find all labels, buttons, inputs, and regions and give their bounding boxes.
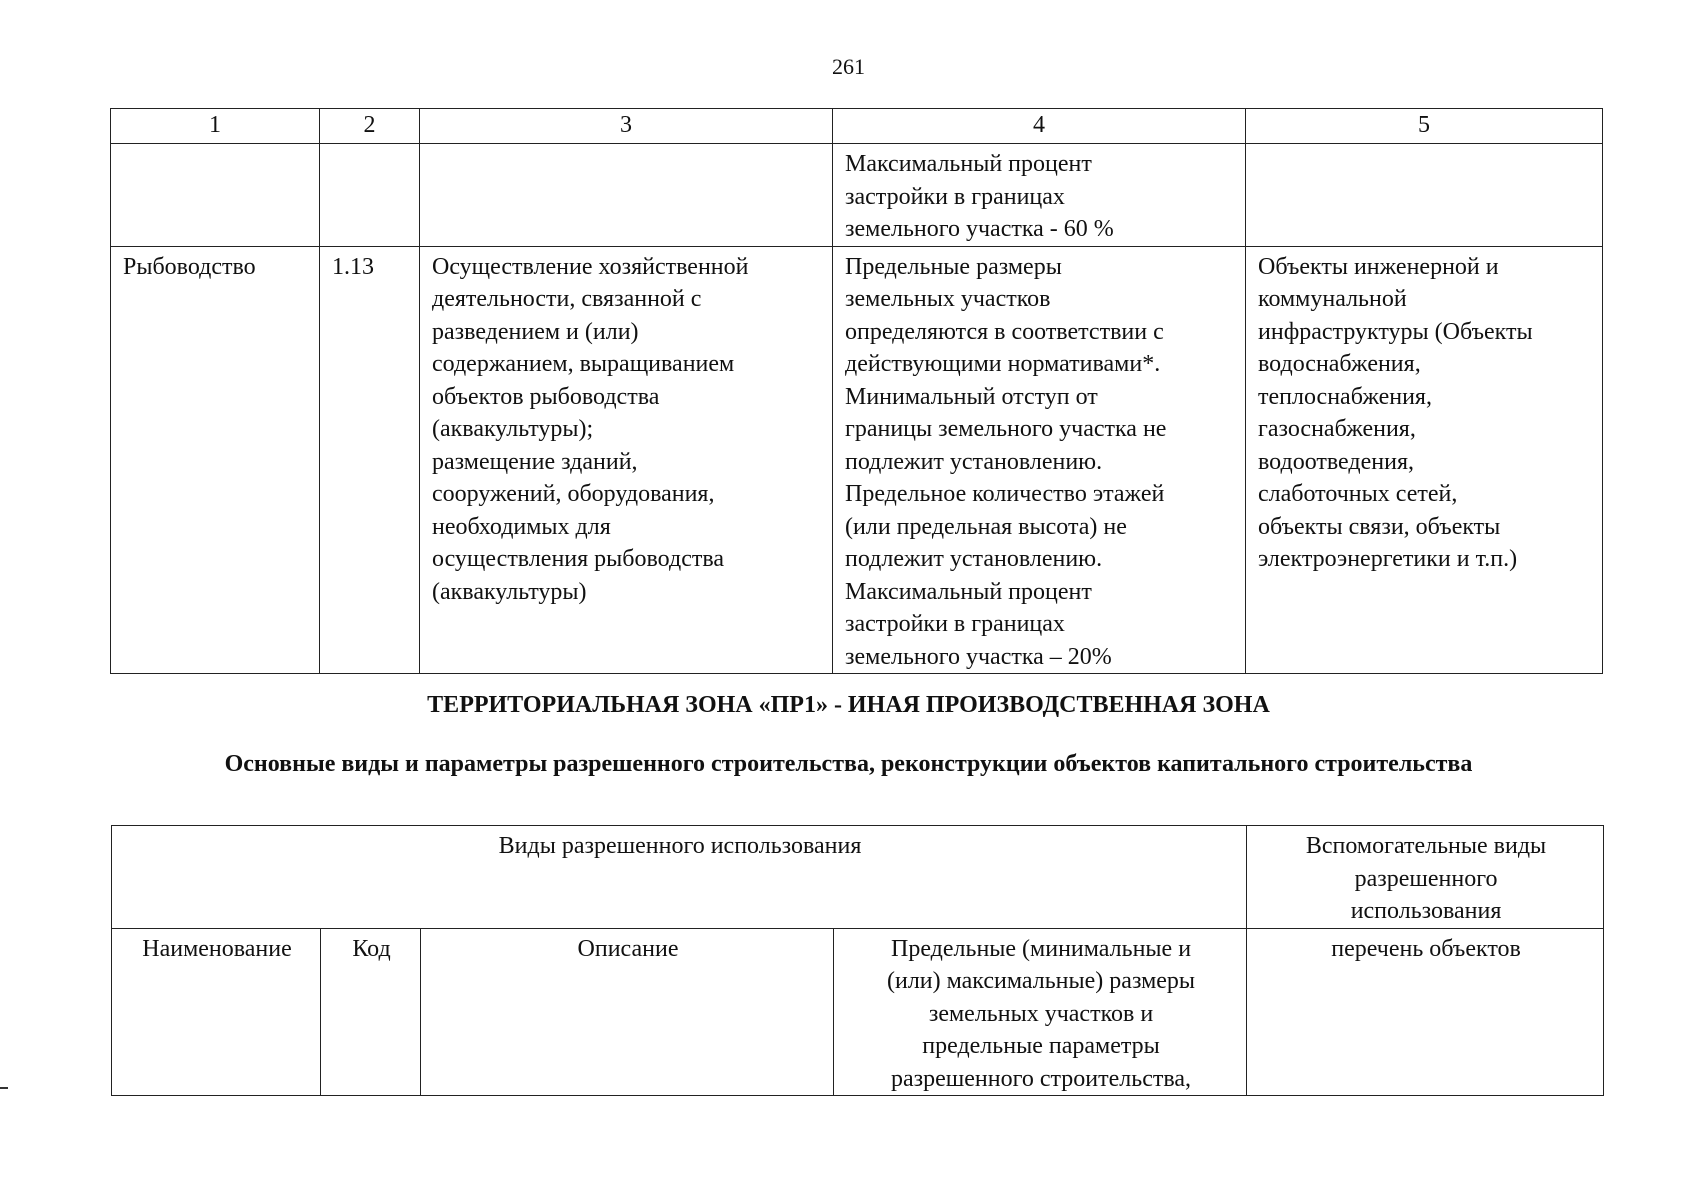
page-number: 261 [832,54,865,79]
column-header-row [112,928,1604,1096]
auxiliary-uses-cell: Объекты инженерной и коммунальной инфраструктуры (Объекты водоснабжения, теплоснабжения, газоснабжения, водоотведения, слаботочных сетей, объекты связи, объекты электроэнергетики и т.п.) [1246,246,1603,674]
use-name-cell [111,144,320,247]
column-number: 2 [320,109,420,144]
column-number: 3 [420,109,833,144]
use-parameters-cell: Максимальный процент застройки в границах земельного участка - 60 % [833,144,1246,247]
column-header-code: Код [321,928,421,1096]
column-number: 5 [1246,109,1603,144]
column-number-row [111,109,1603,144]
auxiliary-uses-cell [1246,144,1603,247]
column-number: 4 [833,109,1246,144]
column-header-auxiliary: перечень объектов [1247,928,1604,1096]
table-row [111,144,1603,247]
zone-title: ТЕРРИТОРИАЛЬНАЯ ЗОНА «ПР1» - ИНАЯ ПРОИЗВОДСТВЕННАЯ ЗОНА [427,692,1270,718]
use-name-cell: Рыбоводство [111,246,320,674]
use-description-cell [420,144,833,247]
use-parameters-cell: Предельные размеры земельных участков определяются в соответствии с действующими нормативами*. Минимальный отступ от границы земельного участка не подлежит установлению. Предельное количество этажей (или предельная высота) не подлежит установлению. Максимальный процент застройки в границах земельного участка – 20% [833,246,1246,674]
use-code-cell: 1.13 [320,246,420,674]
column-header-description: Описание [421,928,834,1096]
column-header-parameters: Предельные (минимальные и (или) максимальные) размеры земельных участков и предельные параметры разрешенного строительства, [834,928,1247,1096]
column-header-name: Наименование [112,928,321,1096]
group-header-auxiliary: Вспомогательные виды разрешенного использования [1247,826,1604,929]
column-number: 1 [111,109,320,144]
continuation-table [110,108,1603,674]
zone-subtitle: Основные виды и параметры разрешенного строительства, реконструкции объектов капитального строительства [224,751,1473,777]
use-description-cell: Осуществление хозяйственной деятельности, связанной с разведением и (или) содержанием, выращиванием объектов рыбоводства (аквакультуры); размещение зданий, сооружений, оборудования, необходимых для осуществления рыбоводства (аквакультуры) [420,246,833,674]
group-header-main: Виды разрешенного использования [112,826,1247,929]
use-code-cell [320,144,420,247]
table-row [111,246,1603,674]
group-header-row [112,826,1604,929]
margin-mark [0,1087,8,1089]
main-table [111,825,1604,1096]
